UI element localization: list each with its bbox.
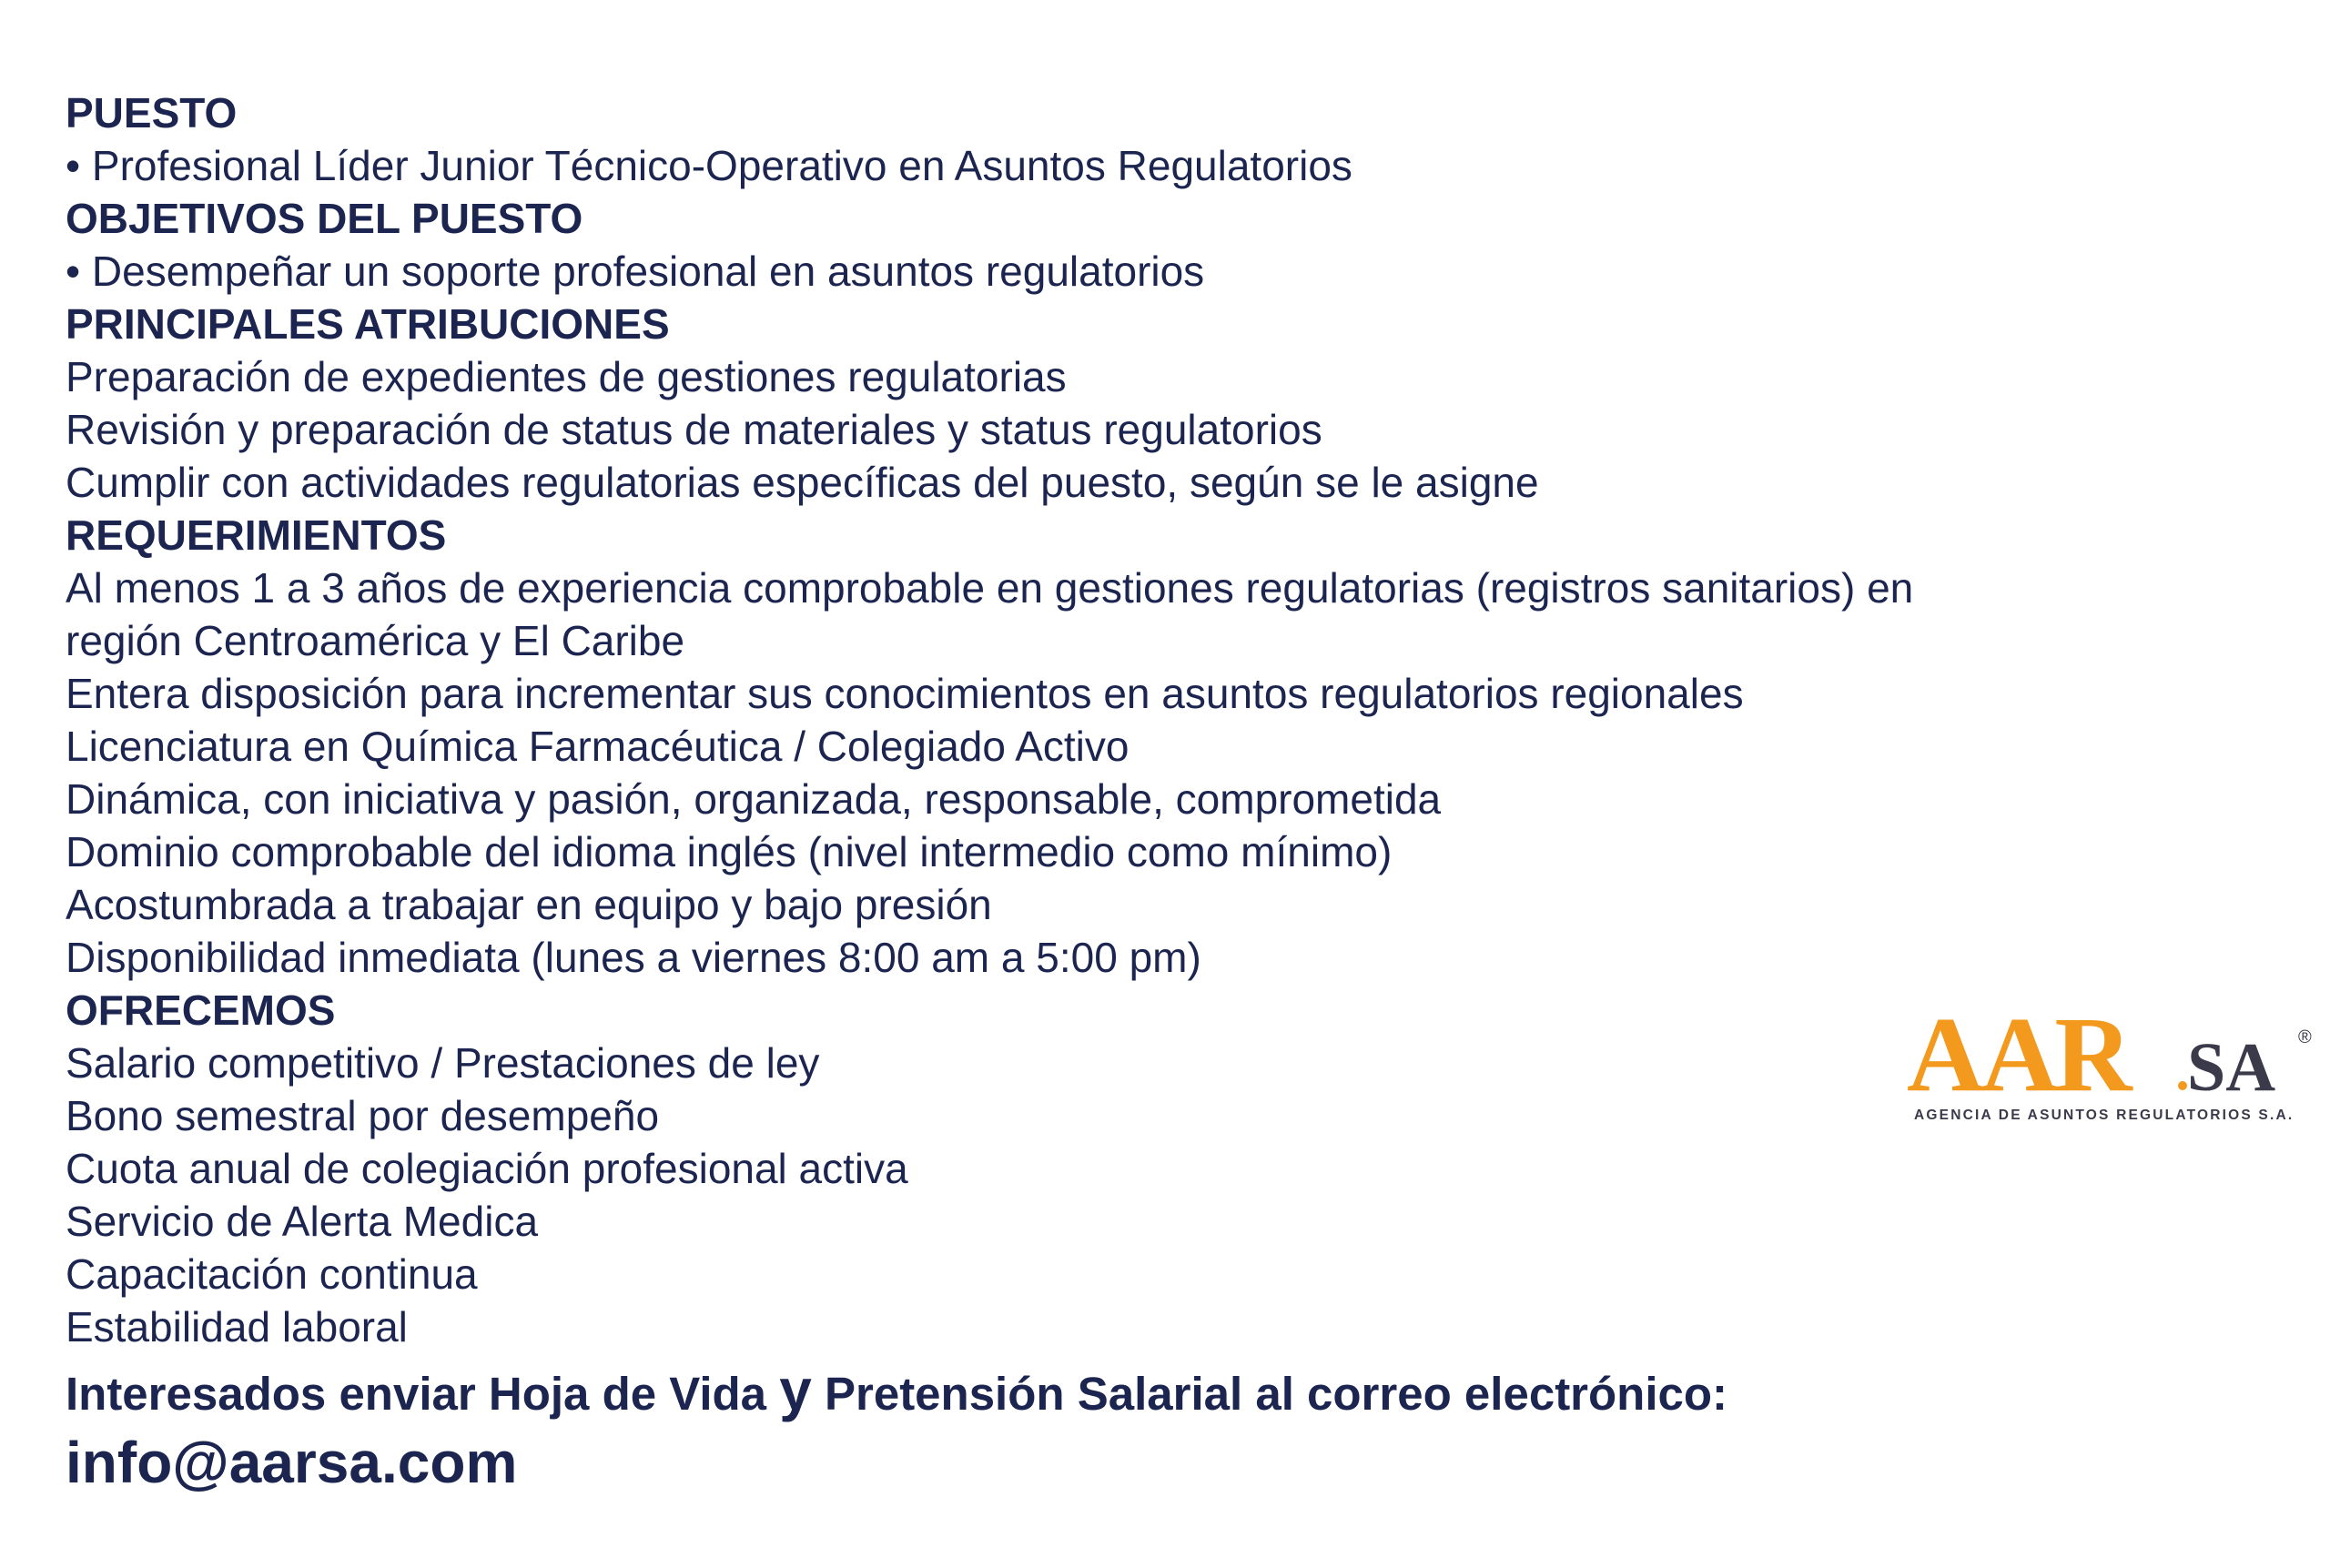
requerimiento-item: Dominio comprobable del idioma inglés (nivel intermedio como mínimo) <box>66 828 1393 875</box>
ofrecemos-item: Cuota anual de colegiación profesional activa <box>66 1145 908 1192</box>
atribucion-item: Revisión y preparación de status de materiales y status regulatorios <box>66 406 1322 453</box>
logo-dot <box>2178 1081 2187 1090</box>
requerimiento-item: Dinámica, con iniciativa y pasión, organizada, responsable, comprometida <box>66 775 1442 823</box>
requerimiento-item: Acostumbrada a trabajar en equipo y bajo presión <box>66 881 992 928</box>
ofrecemos-item: Capacitación continua <box>66 1250 478 1298</box>
atribucion-item: Cumplir con actividades regulatorias específicas del puesto, según se le asigne <box>66 459 1539 506</box>
ofrecemos-item: Bono semestral por desempeño <box>66 1092 660 1139</box>
requerimiento-item: Al menos 1 a 3 años de experiencia comprobable en gestiones regulatorias (registros sanitarios) en <box>66 564 1914 612</box>
cta-text-part1: Interesados enviar Hoja de Vida <box>66 1368 767 1420</box>
requerimiento-item: Entera disposición para incrementar sus conocimientos en asuntos regulatorios regionales <box>66 670 1744 717</box>
ofrecemos-item: Salario competitivo / Prestaciones de ley <box>66 1039 820 1087</box>
cta-text-part2: y <box>779 1357 812 1422</box>
aarsa-logo <box>1898 992 2316 1128</box>
requerimiento-item: Licenciatura en Química Farmacéutica / Colegiado Activo <box>66 723 1130 770</box>
section-heading-puesto: PUESTO <box>66 89 238 137</box>
logo-tagline: AGENCIA DE ASUNTOS REGULATORIOS S.A. <box>1914 1108 2295 1123</box>
cta-text-part3: Pretensión Salarial al correo electrónico: <box>824 1368 1728 1420</box>
ofrecemos-item: Servicio de Alerta Medica <box>66 1198 539 1245</box>
call-to-action <box>66 1356 1727 1423</box>
requerimiento-item: región Centroamérica y El Caribe <box>66 617 685 664</box>
section-heading-requerimientos: REQUERIMIENTOS <box>66 511 447 559</box>
job-posting-body <box>66 86 2159 1353</box>
section-heading-objetivos: OBJETIVOS DEL PUESTO <box>66 195 583 242</box>
logo-mark-primary: AAR <box>1907 995 2129 1114</box>
registered-mark: ® <box>2298 1027 2312 1047</box>
contact-email[interactable]: info@aarsa.com <box>66 1430 518 1495</box>
logo-mark-secondary: SA <box>2187 1029 2276 1106</box>
ofrecemos-item: Estabilidad laboral <box>66 1303 408 1351</box>
atribucion-item: Preparación de expedientes de gestiones regulatorias <box>66 353 1067 400</box>
puesto-item: • Profesional Líder Junior Técnico-Operativo en Asuntos Regulatorios <box>66 142 1352 189</box>
requerimiento-item: Disponibilidad inmediata (lunes a viernes 8:00 am a 5:00 pm) <box>66 934 1201 981</box>
objetivo-item: • Desempeñar un soporte profesional en asuntos regulatorios <box>66 248 1205 295</box>
section-heading-ofrecemos: OFRECEMOS <box>66 986 336 1034</box>
section-heading-atribuciones: PRINCIPALES ATRIBUCIONES <box>66 300 670 348</box>
